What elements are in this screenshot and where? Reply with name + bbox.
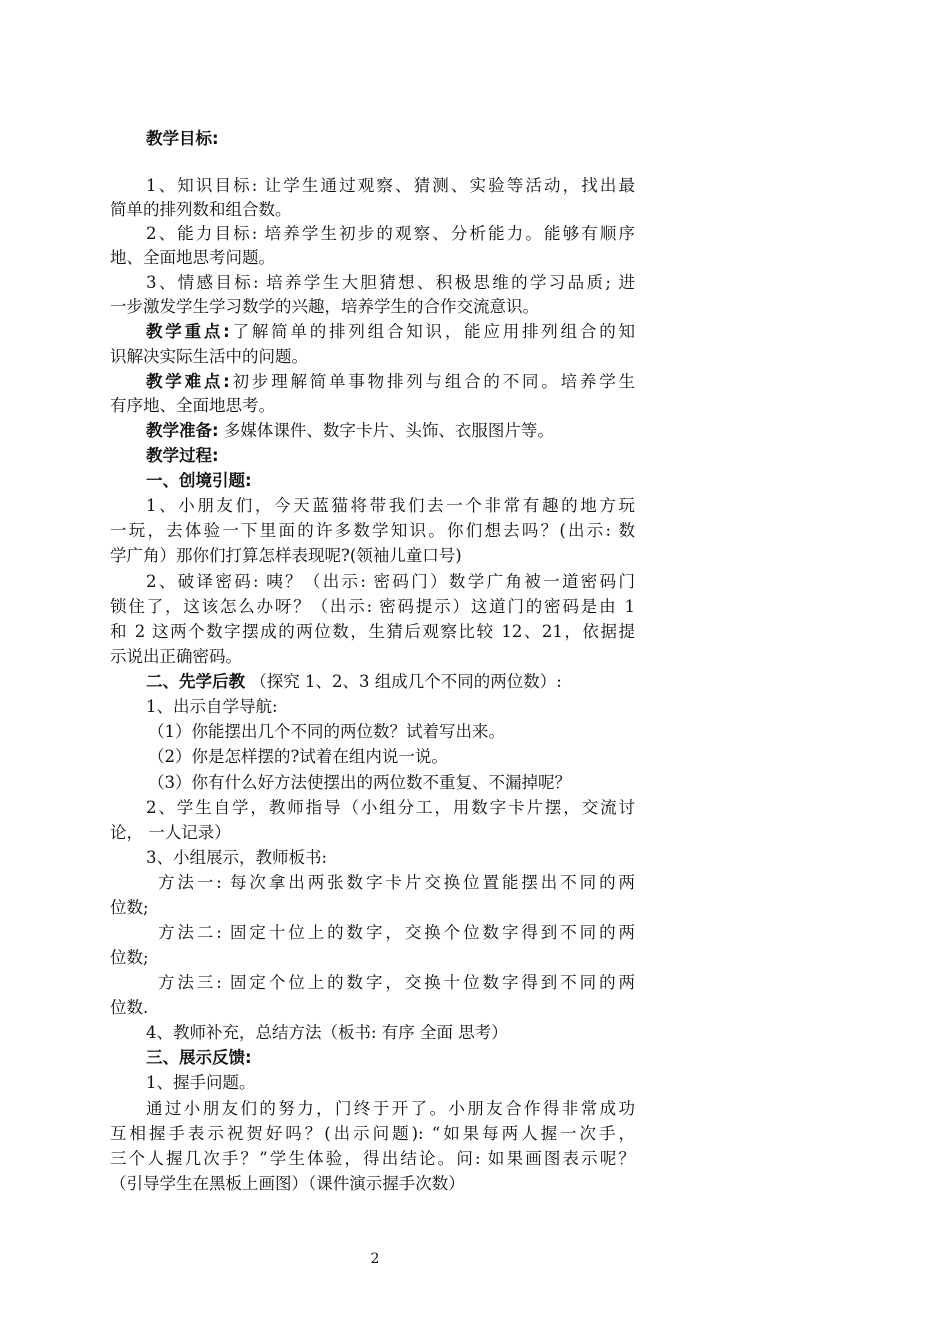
paragraph-line: 1、知识目标: 让学生通过观察、猜测、实验等活动，找出最 bbox=[146, 176, 635, 195]
paragraph-line: 三个人握几次手？”学生体验，得出结论。问: 如果画图表示呢？ bbox=[110, 1149, 635, 1168]
heading-teaching-process: 教学过程: bbox=[146, 446, 219, 465]
paragraph-line: 3、小组展示，教师板书: bbox=[146, 848, 328, 867]
paragraph-line: 识解决实际生活中的问题。 bbox=[110, 347, 308, 366]
page-number: 2 bbox=[370, 1251, 380, 1267]
paragraph-line: 2、学生自学，教师指导（小组分工，用数字卡片摆，交流讨 bbox=[146, 798, 635, 817]
list-item: （1）你能摆出几个不同的两位数？试着写出来。 bbox=[148, 722, 505, 741]
preparation-line: 教学准备: 多媒体课件、数字卡片、头饰、衣服图片等。 bbox=[146, 421, 554, 440]
paragraph-line: 互相握手表示祝贺好吗？(出示问题): “如果每两人握一次手， bbox=[110, 1124, 635, 1143]
method-line: 方法二: 固定十位上的数字，交换个位数字得到不同的两 bbox=[158, 923, 635, 942]
difficulties-line: 教学难点:初步理解简单事物排列与组合的不同。培养学生 bbox=[146, 372, 635, 391]
paragraph-line: 论， 一人记录） bbox=[110, 823, 231, 842]
heading-section-3: 三、展示反馈: bbox=[146, 1048, 252, 1067]
paragraph-line: 简单的排列数和组合数。 bbox=[110, 200, 292, 219]
method-line: 方法一: 每次拿出两张数字卡片交换位置能摆出不同的两 bbox=[158, 873, 635, 892]
list-item: （2）你是怎样摆的?试着在组内说一说。 bbox=[148, 747, 448, 766]
paragraph-line: 4、教师补充，总结方法（板书: 有序 全面 思考） bbox=[146, 1023, 508, 1042]
key-points-line: 教学重点:了解简单的排列组合知识，能应用排列组合的知 bbox=[146, 322, 635, 341]
paragraph-line: 2、破译密码: 咦？（出示: 密码门）数学广角被一道密码门 bbox=[146, 572, 635, 591]
paragraph-line: 示说出正确密码。 bbox=[110, 647, 242, 666]
paragraph-line: 和 2 这两个数字摆成的两位数，生猜后观察比较 12、21，依据提 bbox=[110, 622, 635, 641]
paragraph-line: 锁住了，这该怎么办呀？（出示: 密码提示）这道门的密码是由 1 bbox=[110, 597, 635, 616]
list-item: （3）你有什么好方法使摆出的两位数不重复、不漏掉呢？ bbox=[148, 773, 571, 792]
paragraph-line: 一步激发学生学习数学的兴趣，培养学生的合作交流意识。 bbox=[110, 297, 539, 316]
paragraph-line: 一玩，去体验一下里面的许多数学知识。你们想去吗？(出示: 数 bbox=[110, 521, 635, 540]
paragraph-line: 位数; bbox=[110, 948, 149, 967]
paragraph-line: 3、情感目标: 培养学生大胆猜想、积极思维的学习品质; 进 bbox=[146, 273, 635, 292]
paragraph-line: 学广角）那你们打算怎样表现呢?(领袖儿童口号) bbox=[110, 546, 462, 565]
heading-section-1: 一、创境引题: bbox=[146, 471, 252, 490]
paragraph-line: 2、能力目标: 培养学生初步的观察、分析能力。能够有顺序 bbox=[146, 224, 635, 243]
heading-teaching-objectives: 教学目标: bbox=[146, 129, 219, 148]
method-line: 方法三: 固定个位上的数字，交换十位数字得到不同的两 bbox=[158, 973, 635, 992]
heading-section-2: 二、先学后教 （探究 1、2、3 组成几个不同的两位数）: bbox=[146, 672, 562, 691]
paragraph-line: （引导学生在黑板上画图）（课件演示握手次数） bbox=[110, 1174, 465, 1193]
paragraph-line: 通过小朋友们的努力，门终于开了。小朋友合作得非常成功 bbox=[146, 1099, 635, 1118]
paragraph-line: 1、出示自学导航: bbox=[146, 697, 278, 716]
paragraph-line: 1、握手问题。 bbox=[146, 1073, 256, 1092]
paragraph-line: 1、小朋友们，今天蓝猫将带我们去一个非常有趣的地方玩 bbox=[146, 496, 635, 515]
paragraph-line: 地、全面地思考问题。 bbox=[110, 248, 275, 267]
paragraph-line: 有序地、全面地思考。 bbox=[110, 396, 275, 415]
paragraph-line: 位数. bbox=[110, 998, 149, 1017]
paragraph-line: 位数; bbox=[110, 898, 149, 917]
